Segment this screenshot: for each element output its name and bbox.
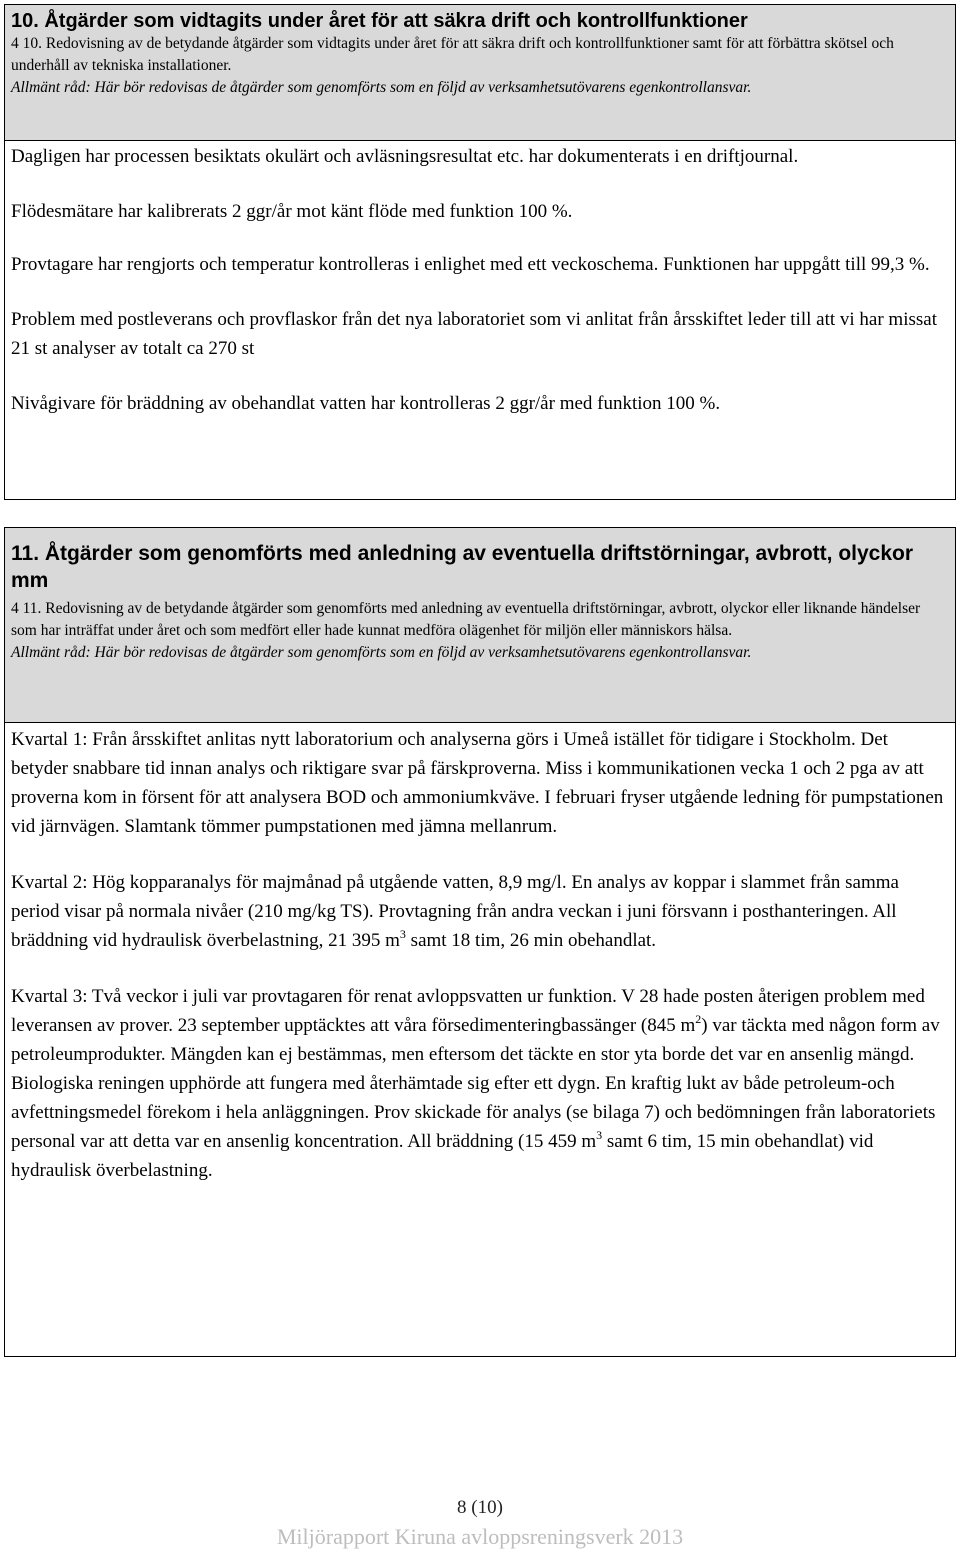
paragraph: Dagligen har processen besiktats okulärt och avläsningsresultat etc. har dokumenterats i en driftjournal. [11,146,799,167]
section-10-advice: Allmänt råd: Här bör redovisas de åtgärder som genomförts som en följd av verksamhetsutövarens egenkontrollansvar. [11,79,752,96]
quarter-3-text-b: ) var täckta med någon form av petroleumprodukter. Mängden kan ej bestämmas, men eftersom det täckte en stor yta borde det var en ansenlig mängd. Biologiska reningen upphörde att fungera med återhämtade sig efter ett dygn. En kraftig lukt av både petroleum-och avfettningsmedel förekom i hela anläggningen. Prov skickade för analys (se bilaga 7) och bedömningen från laboratoriets personal var att detta var en ansenlig koncentration. All bräddning (15 459 m [11,1015,940,1152]
quarter-2-text [11,868,949,955]
quarter-1-text: Kvartal 1: Från årsskiftet anlitas nytt laboratorium och analyserna görs i Umeå istället för tidigare i Stockholm. Det betyder snabbare tid innan analys och riktigare svar på färskproverna. Miss i kommunikationen vecka 1 och 2 pga av att proverna kom in försent för att analysera BOD och ammoniumkväve. I februari fryser utgående ledning för pumpstationen vid järnvägen. Slamtank tömmer pumpstationen med jämna mellanrum. [11,729,944,837]
quarter-3-text-c: samt 6 tim, 15 min obehandlat) vid hydraulisk överbelastning. [11,1131,874,1181]
section-11-title: 11. Åtgärder som genomförts med anledning av eventuella driftstörningar, avbrott, olyckor mm [11,542,914,592]
quarter-3-text-a: Kvartal 3: Två veckor i juli var provtagaren för renat avloppsvatten ur funktion. V 28 hade posten återigen problem med leveransen av prover. 23 september upptäcktes att våra försedimenteringbassänger (845 m [11,986,925,1036]
section-11-header [5,528,955,723]
superscript: 3 [596,1128,603,1142]
paragraph: Nivågivare för bräddning av obehandlat vatten har kontrolleras 2 ggr/år med funktion 100 %. [11,393,721,414]
quarter-3-text [11,982,949,1185]
section-10-requirement: 4 10. Redovisning av de betydande åtgärder som vidtagits under året för att säkra drift och kontrollfunktioner samt för att förbättra skötsel och underhåll av tekniska installationer. [11,35,894,74]
paragraph: Problem med postleverans och provflaskor från det nya laboratoriet som vi anlitat från årsskiftet leder till att vi har missat 21 st analyser av totalt ca 270 st [11,309,937,359]
paragraph: Flödesmätare har kalibrerats 2 ggr/år mot känt flöde med funktion 100 %. [11,201,573,222]
section-10-header [5,5,955,141]
section-10-body [5,141,955,418]
section-11-requirement: 4 11. Redovisning av de betydande åtgärder som genomförts med anledning av eventuella driftstörningar, avbrott, olyckor eller liknande händelser som har inträffat under året och som medfört eller hade kunnat medföra olägenhet för miljön eller människors hälsa. [11,600,921,639]
quarter-2-text-b: samt 18 tim, 26 min obehandlat. [405,930,657,951]
section-10-title: 10. Åtgärder som vidtagits under året för att säkra drift och kontrollfunktioner [11,10,748,32]
superscript: 2 [695,1012,702,1026]
page-number: 8 (10) [457,1497,503,1518]
superscript: 3 [399,927,406,941]
section-10 [4,4,956,500]
section-11-advice: Allmänt råd: Här bör redovisas de åtgärder som genomförts som en följd av verksamhetsutövarens egenkontrollansvar. [11,644,752,661]
paragraph: Provtagare har rengjorts och temperatur kontrolleras i enlighet med ett veckoschema. Funktionen har uppgått till 99,3 %. [11,254,930,275]
section-11 [4,527,956,1357]
section-11-body [5,723,955,1185]
quarter-2-text-a: Kvartal 2: Hög kopparanalys för majmånad på utgående vatten, 8,9 mg/l. En analys av koppar i slammet från samma period visar på normala nivåer (210 mg/kg TS). Provtagning från andra veckan i juni försvann i posthanteringen. All bräddning vid hydraulisk överbelastning, 21 395 m [11,872,899,951]
document-title-footer: Miljörapport Kiruna avloppsreningsverk 2013 [276,1524,684,1549]
